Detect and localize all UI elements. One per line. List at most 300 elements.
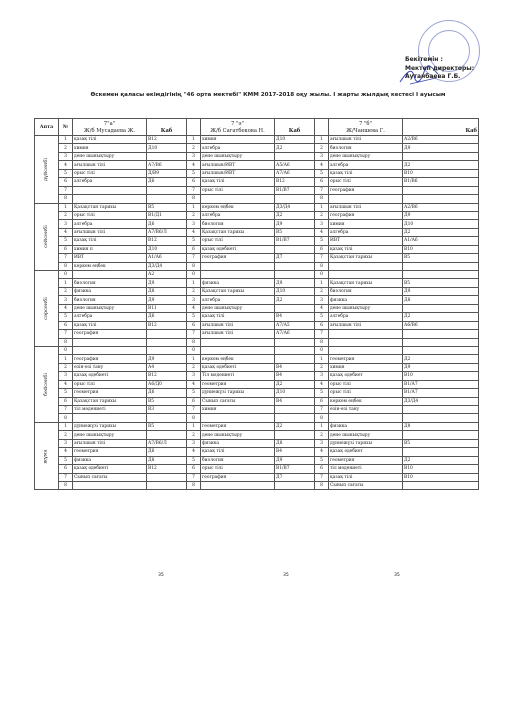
lesson-row bbox=[35, 389, 479, 397]
cabinet-cell: А2 bbox=[147, 271, 187, 279]
cabinet-cell: Д3/Д4 bbox=[147, 262, 187, 270]
lesson-row bbox=[35, 439, 479, 447]
lesson-number-cell: 3 bbox=[187, 439, 201, 447]
lesson-row bbox=[35, 422, 479, 430]
subject-cell: геометрия bbox=[73, 389, 147, 397]
day-name: бейсенбі bbox=[43, 372, 50, 396]
day-label bbox=[35, 203, 59, 271]
lesson-number-cell: 8 bbox=[187, 338, 201, 346]
cabinet-cell: Д7 bbox=[275, 254, 315, 262]
lesson-number-cell: 1 bbox=[315, 355, 329, 363]
lesson-number-cell: 4 bbox=[187, 448, 201, 456]
lesson-row bbox=[35, 186, 479, 194]
lesson-row bbox=[35, 414, 479, 422]
cabinet-cell bbox=[147, 186, 187, 194]
cabinet-cell: Д9 bbox=[147, 355, 187, 363]
cabinet-cell bbox=[275, 406, 315, 414]
lesson-row bbox=[35, 465, 479, 473]
subject-cell: алгебра bbox=[329, 313, 403, 321]
lesson-number-cell: 3 bbox=[315, 439, 329, 447]
lesson-number-cell: 6 bbox=[315, 397, 329, 405]
subject-cell: Қазақстан тарихы bbox=[73, 397, 147, 405]
lesson-number-cell: 8 bbox=[59, 262, 73, 270]
cabinet-cell bbox=[403, 406, 479, 414]
lesson-number-cell: 0 bbox=[187, 271, 201, 279]
cabinet-cell bbox=[275, 338, 315, 346]
subject-cell: география bbox=[201, 254, 275, 262]
lesson-number-cell: 1 bbox=[315, 203, 329, 211]
number-header: № bbox=[59, 119, 73, 136]
lesson-number-cell: 6 bbox=[59, 321, 73, 329]
lesson-row bbox=[35, 313, 479, 321]
day-name: сәрсенбі bbox=[42, 297, 49, 320]
cabinet-cell: В10 bbox=[403, 245, 479, 253]
lesson-row bbox=[35, 144, 479, 152]
header-row bbox=[35, 119, 479, 136]
subject-cell bbox=[201, 338, 275, 346]
cabinet-cell: Д2 bbox=[275, 422, 315, 430]
lesson-number-cell: 5 bbox=[315, 389, 329, 397]
cabinet-cell bbox=[147, 431, 187, 439]
lesson-number-cell: 4 bbox=[59, 228, 73, 236]
subject-cell: қазақ тілі bbox=[329, 245, 403, 253]
lesson-number-cell: 4 bbox=[315, 448, 329, 456]
cabinet-cell: Д10 bbox=[275, 136, 315, 144]
day-name: дүйсенбі bbox=[43, 157, 49, 181]
lesson-number-cell: 4 bbox=[59, 304, 73, 312]
cabinet-cell: Д9 bbox=[147, 279, 187, 287]
day-label bbox=[35, 422, 59, 490]
lesson-number-cell: 8 bbox=[315, 414, 329, 422]
lesson-number-cell: 2 bbox=[59, 211, 73, 219]
subject-cell: дене шынықтыру bbox=[73, 431, 147, 439]
lesson-number-cell: 4 bbox=[315, 228, 329, 236]
lesson-row bbox=[35, 431, 479, 439]
schedule-body bbox=[35, 136, 479, 490]
subject-cell: алгебра bbox=[329, 161, 403, 169]
cabinet-cell bbox=[403, 271, 479, 279]
lesson-row bbox=[35, 254, 479, 262]
cabinet-cell bbox=[275, 346, 315, 354]
class-7ae-cab-header: Каб bbox=[275, 119, 315, 136]
subject-cell: қазақ тілі bbox=[73, 321, 147, 329]
cabinet-cell bbox=[147, 481, 187, 489]
subject-cell: тіл мәдениеті bbox=[329, 465, 403, 473]
cabinet-cell bbox=[147, 195, 187, 203]
subject-cell: Тіл мәдениеті bbox=[201, 372, 275, 380]
lesson-row bbox=[35, 473, 479, 481]
lesson-number-cell: 7 bbox=[187, 186, 201, 194]
class-7ae-header bbox=[201, 119, 275, 136]
subject-cell: көркем еңбек bbox=[201, 355, 275, 363]
lesson-number-cell: 5 bbox=[59, 456, 73, 464]
day-label bbox=[35, 346, 59, 422]
cabinet-cell: Д7 bbox=[275, 473, 315, 481]
lesson-number-cell: 7 bbox=[315, 330, 329, 338]
subject-cell: дене шынықтыру bbox=[201, 431, 275, 439]
cabinet-cell: Д6 bbox=[147, 389, 187, 397]
subject-cell: алгебра bbox=[73, 178, 147, 186]
cabinet-cell: Д9 bbox=[403, 287, 479, 295]
subject-cell: Қазақстан тарихы bbox=[73, 203, 147, 211]
cabinet-cell bbox=[403, 330, 479, 338]
subject-cell: орыс тілі bbox=[73, 211, 147, 219]
lesson-row bbox=[35, 279, 479, 287]
lesson-number-cell: 4 bbox=[187, 380, 201, 388]
lesson-number-cell: 8 bbox=[187, 262, 201, 270]
subject-cell: биология bbox=[329, 287, 403, 295]
lesson-row bbox=[35, 169, 479, 177]
lesson-number-cell: 6 bbox=[187, 465, 201, 473]
class-7ae-teacher: Ж/б Сагатбекова Н. bbox=[210, 128, 265, 134]
lesson-number-cell: 3 bbox=[315, 372, 329, 380]
lesson-number-cell: 2 bbox=[187, 211, 201, 219]
cabinet-cell bbox=[275, 431, 315, 439]
lesson-number-cell: 4 bbox=[315, 380, 329, 388]
subject-cell bbox=[201, 414, 275, 422]
lesson-row bbox=[35, 296, 479, 304]
cabinet-cell bbox=[275, 271, 315, 279]
subject-cell: дене шынықтыру bbox=[73, 304, 147, 312]
subject-cell bbox=[73, 338, 147, 346]
subject-cell: қазақ тілі bbox=[201, 448, 275, 456]
subject-cell: қазақ тілі bbox=[329, 169, 403, 177]
lesson-number-cell: 2 bbox=[315, 431, 329, 439]
cabinet-cell: А7/А6 bbox=[275, 330, 315, 338]
subject-cell: орыс тілі bbox=[329, 389, 403, 397]
cabinet-cell bbox=[147, 346, 187, 354]
cabinet-cell bbox=[275, 355, 315, 363]
cabinet-cell: В5 bbox=[147, 397, 187, 405]
approval-line-1: Бекітемін : bbox=[405, 56, 443, 63]
cabinet-cell bbox=[275, 152, 315, 160]
cabinet-cell: Д3/Д4 bbox=[403, 397, 479, 405]
subject-cell: өзін-өзі тану bbox=[329, 406, 403, 414]
lesson-number-cell: 6 bbox=[187, 397, 201, 405]
lesson-number-cell: 0 bbox=[59, 346, 73, 354]
subject-cell: қазақ тілі bbox=[201, 313, 275, 321]
lesson-number-cell: 3 bbox=[59, 296, 73, 304]
lesson-number-cell: 8 bbox=[59, 338, 73, 346]
subject-cell: ағылшын тілі bbox=[73, 161, 147, 169]
lesson-row bbox=[35, 136, 479, 144]
lesson-number-cell: 4 bbox=[187, 161, 201, 169]
subject-cell: дене шынықтыру bbox=[329, 304, 403, 312]
subject-cell: физика bbox=[73, 287, 147, 295]
cabinet-cell: В4 bbox=[275, 363, 315, 371]
lesson-number-cell: 7 bbox=[315, 254, 329, 262]
cabinet-cell: А5/А6 bbox=[275, 161, 315, 169]
approval-line-3: Аутанбаева Г.Б. bbox=[405, 73, 461, 80]
lesson-number-cell: 8 bbox=[59, 414, 73, 422]
cabinet-cell: В1/В7 bbox=[275, 186, 315, 194]
cabinet-cell bbox=[403, 338, 479, 346]
subject-cell: дене шынықтыру bbox=[73, 152, 147, 160]
lesson-row bbox=[35, 330, 479, 338]
class-7a-name: 7"a" bbox=[103, 121, 116, 127]
schedule-table bbox=[34, 118, 479, 490]
lesson-number-cell: 1 bbox=[187, 136, 201, 144]
cabinet-cell: Д2 bbox=[275, 211, 315, 219]
lesson-number-cell: 7 bbox=[315, 406, 329, 414]
subject-cell: қазақ әдебиеті bbox=[201, 363, 275, 371]
subject-cell: қазақ тілі bbox=[201, 178, 275, 186]
lesson-number-cell: 5 bbox=[187, 237, 201, 245]
subject-cell: дүниежүзі тарихы bbox=[73, 422, 147, 430]
lesson-number-cell: 7 bbox=[59, 186, 73, 194]
lesson-number-cell: 8 bbox=[187, 414, 201, 422]
subject-cell: Сынып сағаты bbox=[73, 473, 147, 481]
lesson-number-cell: 5 bbox=[187, 169, 201, 177]
cabinet-cell: А2/В6 bbox=[403, 203, 479, 211]
cabinet-cell: В1/А7 bbox=[403, 389, 479, 397]
subject-cell: қазақ тілі bbox=[73, 237, 147, 245]
lesson-number-cell: 7 bbox=[187, 473, 201, 481]
subject-cell bbox=[329, 414, 403, 422]
lesson-number-cell: 1 bbox=[59, 203, 73, 211]
cabinet-cell bbox=[147, 338, 187, 346]
subject-cell: химия bbox=[201, 406, 275, 414]
subject-cell bbox=[73, 271, 147, 279]
lesson-number-cell: 5 bbox=[59, 169, 73, 177]
subject-cell: биология bbox=[201, 456, 275, 464]
lesson-number-cell: 8 bbox=[59, 195, 73, 203]
lesson-number-cell: 7 bbox=[187, 406, 201, 414]
cabinet-cell bbox=[403, 481, 479, 489]
cabinet-cell: А7/А5 bbox=[275, 321, 315, 329]
subject-cell: ИВТ bbox=[73, 254, 147, 262]
lesson-number-cell: 8 bbox=[315, 338, 329, 346]
lesson-number-cell: 3 bbox=[187, 220, 201, 228]
subject-cell: ағылшын тілі bbox=[201, 321, 275, 329]
lesson-number-cell: 7 bbox=[315, 186, 329, 194]
cabinet-cell: Д10 bbox=[275, 389, 315, 397]
subject-cell: химия bbox=[329, 220, 403, 228]
lesson-number-cell: 6 bbox=[187, 245, 201, 253]
lesson-number-cell: 3 bbox=[187, 372, 201, 380]
cabinet-cell: В5 bbox=[275, 228, 315, 236]
subject-cell: ағылшын тілі bbox=[73, 439, 147, 447]
lesson-row bbox=[35, 220, 479, 228]
cabinet-cell bbox=[403, 195, 479, 203]
cabinet-cell: Д8 bbox=[275, 439, 315, 447]
cabinet-cell: В12 bbox=[147, 465, 187, 473]
lesson-row bbox=[35, 152, 479, 160]
cabinet-cell: В5 bbox=[403, 279, 479, 287]
document-title: Өскемен қаласы әкімдігінің "46 орта мектебі" КММ 2017-2018 оқу жылы. I жарты жылдық кестесі I ауысым bbox=[90, 92, 446, 98]
subject-cell: алгебра bbox=[201, 144, 275, 152]
subject-cell: орыс тілі bbox=[201, 465, 275, 473]
lesson-number-cell: 5 bbox=[187, 389, 201, 397]
lesson-number-cell: 7 bbox=[59, 406, 73, 414]
cabinet-cell: Д8 bbox=[403, 296, 479, 304]
subject-cell: физика bbox=[329, 296, 403, 304]
lesson-number-cell: 1 bbox=[59, 355, 73, 363]
lesson-number-cell: 6 bbox=[315, 321, 329, 329]
cabinet-cell bbox=[403, 152, 479, 160]
lesson-number-cell: 6 bbox=[59, 465, 73, 473]
lesson-number-cell: 6 bbox=[59, 245, 73, 253]
cabinet-cell: Д10 bbox=[403, 220, 479, 228]
lesson-number-cell: 1 bbox=[187, 422, 201, 430]
lesson-number-cell: 7 bbox=[187, 330, 201, 338]
cabinet-cell: Д6 bbox=[147, 220, 187, 228]
subject-cell: география bbox=[73, 330, 147, 338]
lesson-row bbox=[35, 178, 479, 186]
subject-cell bbox=[329, 338, 403, 346]
cabinet-cell bbox=[403, 431, 479, 439]
cabinet-cell: Д10 bbox=[275, 287, 315, 295]
cabinet-cell: Д10 bbox=[147, 245, 187, 253]
subject-cell: дене шынықтыру bbox=[201, 304, 275, 312]
lesson-number-cell: 6 bbox=[187, 321, 201, 329]
subject-cell: Қазақстан тарихы bbox=[329, 254, 403, 262]
subject-cell: биология bbox=[329, 144, 403, 152]
lesson-row bbox=[35, 228, 479, 236]
lesson-number-cell: 1 bbox=[187, 355, 201, 363]
cabinet-cell: А7/В6/Л bbox=[147, 439, 187, 447]
class-7ae-name: 7 "ә" bbox=[231, 121, 244, 127]
subject-cell: ағылшын тілі bbox=[73, 228, 147, 236]
lesson-row bbox=[35, 397, 479, 405]
lesson-number-cell: 3 bbox=[59, 439, 73, 447]
lesson-number-cell: 5 bbox=[315, 456, 329, 464]
day-label bbox=[35, 271, 59, 347]
subject-cell: ағылшын тілі bbox=[329, 321, 403, 329]
cabinet-cell: А2/В6 bbox=[403, 136, 479, 144]
cabinet-cell: В5 bbox=[403, 439, 479, 447]
cabinet-cell bbox=[403, 186, 479, 194]
lesson-number-cell: 6 bbox=[315, 245, 329, 253]
cabinet-cell: А6/Д0 bbox=[147, 380, 187, 388]
lesson-number-cell: 6 bbox=[59, 178, 73, 186]
lesson-number-cell: 2 bbox=[59, 363, 73, 371]
lesson-number-cell: 3 bbox=[187, 296, 201, 304]
lesson-number-cell: 3 bbox=[315, 296, 329, 304]
cabinet-cell: В10 bbox=[403, 372, 479, 380]
lesson-number-cell: 7 bbox=[315, 473, 329, 481]
subject-cell: Сынып сағаты bbox=[201, 397, 275, 405]
lesson-number-cell: 1 bbox=[315, 279, 329, 287]
lesson-row bbox=[35, 195, 479, 203]
subject-cell: көркем еңбек bbox=[73, 262, 147, 270]
lesson-number-cell: 6 bbox=[59, 397, 73, 405]
cabinet-cell: В12 bbox=[147, 136, 187, 144]
cabinet-cell: В4 bbox=[275, 313, 315, 321]
subject-cell: биология bbox=[73, 296, 147, 304]
subject-cell: геометрия bbox=[201, 422, 275, 430]
class-7a-header bbox=[73, 119, 147, 136]
cabinet-cell bbox=[147, 414, 187, 422]
day-header: Апта bbox=[35, 119, 59, 136]
subject-cell: қазақ әдебиеті bbox=[73, 465, 147, 473]
cabinet-cell bbox=[147, 330, 187, 338]
cabinet-cell: Д9 bbox=[275, 220, 315, 228]
subject-cell: орыс тілі bbox=[73, 169, 147, 177]
subject-cell: орыс тілі bbox=[329, 178, 403, 186]
lesson-number-cell: 6 bbox=[315, 465, 329, 473]
subject-cell: Қазақстан тарихы bbox=[201, 228, 275, 236]
subject-cell: география bbox=[329, 186, 403, 194]
subject-cell: дене шынықтыру bbox=[329, 431, 403, 439]
subject-cell: геометрия bbox=[201, 380, 275, 388]
lesson-row bbox=[35, 211, 479, 219]
cabinet-cell: Д9 bbox=[275, 456, 315, 464]
subject-cell: қазақ әдебиет bbox=[329, 448, 403, 456]
lesson-row bbox=[35, 237, 479, 245]
subject-cell bbox=[329, 271, 403, 279]
class-7b-no-header bbox=[315, 119, 329, 136]
subject-cell: геометрия bbox=[329, 456, 403, 464]
subject-cell: қазақ әдебиеті bbox=[201, 245, 275, 253]
lesson-number-cell: 3 bbox=[59, 372, 73, 380]
cabinet-cell: Д10 bbox=[147, 144, 187, 152]
cabinet-cell bbox=[147, 473, 187, 481]
lesson-number-cell: 4 bbox=[59, 448, 73, 456]
cabinet-cell: А7/В6 bbox=[147, 161, 187, 169]
subject-cell: дүниежүзі тарихы bbox=[329, 439, 403, 447]
subject-cell: дүниежүзі тарихы bbox=[201, 389, 275, 397]
lesson-number-cell: 2 bbox=[187, 144, 201, 152]
subject-cell: химия bbox=[329, 363, 403, 371]
subject-cell: география bbox=[73, 355, 147, 363]
subject-cell: география bbox=[329, 211, 403, 219]
cabinet-cell: В5 bbox=[403, 254, 479, 262]
cabinet-cell: В12 bbox=[147, 321, 187, 329]
subject-cell: алгебра bbox=[73, 313, 147, 321]
lesson-number-cell: 1 bbox=[59, 422, 73, 430]
subject-cell bbox=[73, 346, 147, 354]
subject-cell: қазақ әдебиеті bbox=[73, 372, 147, 380]
lesson-number-cell: 0 bbox=[315, 346, 329, 354]
subject-cell: ағылшын тілі bbox=[201, 330, 275, 338]
lesson-row bbox=[35, 245, 479, 253]
total-7a: 35 bbox=[158, 573, 164, 578]
cabinet-cell: В1/В6 bbox=[403, 178, 479, 186]
subject-cell: алгебра bbox=[201, 211, 275, 219]
subject-cell bbox=[73, 186, 147, 194]
subject-cell: қазақ әдебиет bbox=[329, 372, 403, 380]
cabinet-cell: В10 bbox=[403, 169, 479, 177]
cabinet-cell bbox=[403, 448, 479, 456]
subject-cell: көркем еңбек bbox=[201, 203, 275, 211]
cabinet-cell bbox=[403, 414, 479, 422]
cabinet-cell: В10 bbox=[403, 465, 479, 473]
subject-cell: физика bbox=[73, 456, 147, 464]
subject-cell: биология bbox=[73, 279, 147, 287]
lesson-row bbox=[35, 355, 479, 363]
cabinet-cell: А6/В6 bbox=[403, 321, 479, 329]
subject-cell: химия bbox=[73, 144, 147, 152]
subject-cell bbox=[73, 481, 147, 489]
cabinet-cell: В1/Д1 bbox=[147, 211, 187, 219]
subject-cell bbox=[201, 262, 275, 270]
subject-cell bbox=[201, 481, 275, 489]
subject-cell: Сынып сағаты bbox=[329, 481, 403, 489]
lesson-number-cell: 5 bbox=[59, 237, 73, 245]
cabinet-cell: В4 bbox=[275, 397, 315, 405]
lesson-number-cell: 7 bbox=[59, 254, 73, 262]
cabinet-cell: Д2 bbox=[403, 228, 479, 236]
lesson-row bbox=[35, 380, 479, 388]
lesson-number-cell: 4 bbox=[59, 380, 73, 388]
lesson-number-cell: 0 bbox=[59, 271, 73, 279]
lesson-number-cell: 6 bbox=[315, 178, 329, 186]
subject-cell: Қазақстан тарихы bbox=[329, 279, 403, 287]
subject-cell: өзін-өзі тану bbox=[73, 363, 147, 371]
class-7a-cab-header: Каб bbox=[147, 119, 187, 136]
subject-cell: алгебра bbox=[201, 296, 275, 304]
